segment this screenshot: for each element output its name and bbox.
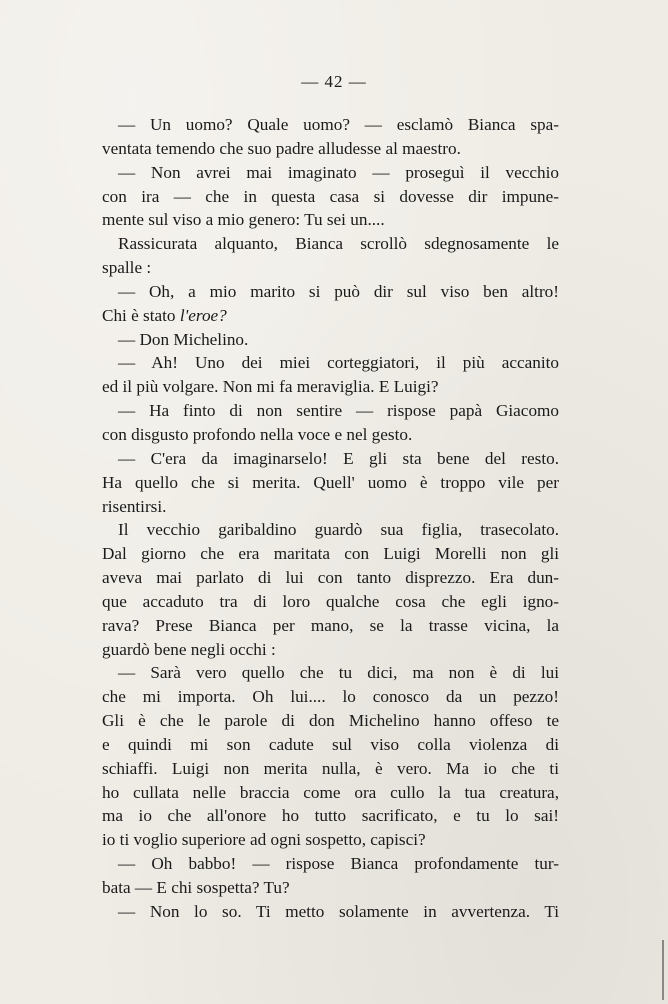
text-line: — Non lo so. Ti metto solamente in avvertenza. Ti — [118, 901, 559, 921]
text-line: — Don Michelino. — [118, 329, 249, 349]
text-line: — Oh, a mio marito si può dir sul viso ben altro! — [118, 281, 559, 301]
text-line: Dal giorno che era maritata con Luigi Morelli non gli — [102, 544, 559, 564]
text-line: — C'era da imaginarselo! E gli sta bene del resto. — [118, 448, 559, 468]
text-line: ho cullata nelle braccia come ora cullo la tua creatura, — [102, 782, 559, 802]
text-line: — Non avrei mai imaginato — proseguì il vecchio — [118, 162, 559, 182]
text-line: Gli è che le parole di don Michelino hanno offeso te — [102, 711, 559, 731]
text-line: con disgusto profondo nella voce e nel gesto. — [102, 424, 413, 444]
text-line: io ti voglio superiore ad ogni sospetto, capisci? — [102, 830, 426, 850]
text-line: ventata temendo che suo padre alludesse al maestro. — [102, 138, 461, 158]
page-number: — 42 — — [301, 72, 367, 91]
text-line: schiaffi. Luigi non merita nulla, è vero. Ma io che ti — [102, 758, 559, 778]
text-line: aveva mai parlato di lui con tanto disprezzo. Era dun- — [102, 568, 559, 588]
text-line: guardò bene negli occhi : — [102, 639, 276, 659]
text-line: e quindi mi son cadute sul viso colla violenza di — [102, 734, 559, 754]
text-line: bata — E chi sospetta? Tu? — [102, 878, 290, 897]
text-line: mente sul viso a mio genero: Tu sei un.... — [102, 210, 385, 230]
text-line: con ira — che in questa casa si dovesse dir impune- — [102, 186, 559, 206]
italic-fragment: l'eroe? — [179, 305, 227, 325]
text-line: spalle : — [102, 258, 152, 278]
text-line: risentirsi. — [102, 496, 167, 516]
text-line — [102, 304, 559, 328]
text-line: que accaduto tra di loro qualche cosa che egli igno- — [102, 591, 559, 611]
text-line: — Ah! Uno dei miei corteggiatori, il più accanito — [118, 353, 559, 373]
body-text — [102, 113, 559, 924]
text-line: ed il più volgare. Non mi fa meraviglia. E Luigi? — [102, 377, 439, 397]
text-line: — Ha finto di non sentire — rispose papà Giacomo — [118, 401, 559, 421]
text-line: ma io che all'onore ho tutto sacrificato, e tu lo sai! — [102, 806, 559, 826]
text-line: Ha quello che si merita. Quell' uomo è troppo vile per — [102, 472, 559, 492]
text-line: Rassicurata alquanto, Bianca scrollò sdegnosamente le — [118, 234, 559, 254]
text-line: Il vecchio garibaldino guardò sua figlia, trasecolato. — [118, 520, 559, 540]
text-fragment: Chi è stato — [102, 305, 180, 325]
text-line: — Un uomo? Quale uomo? — esclamò Bianca spa- — [118, 115, 559, 134]
text-line: rava? Prese Bianca per mano, se la trasse vicina, la — [102, 615, 559, 635]
text-line: — Sarà vero quello che tu dici, ma non è di lui — [118, 663, 559, 683]
text-line: — Oh babbo! — rispose Bianca profondamente tur- — [118, 854, 559, 874]
page-edge-mark — [662, 940, 664, 1000]
text-line: che mi importa. Oh lui.... lo conosco da un pezzo! — [102, 687, 559, 707]
